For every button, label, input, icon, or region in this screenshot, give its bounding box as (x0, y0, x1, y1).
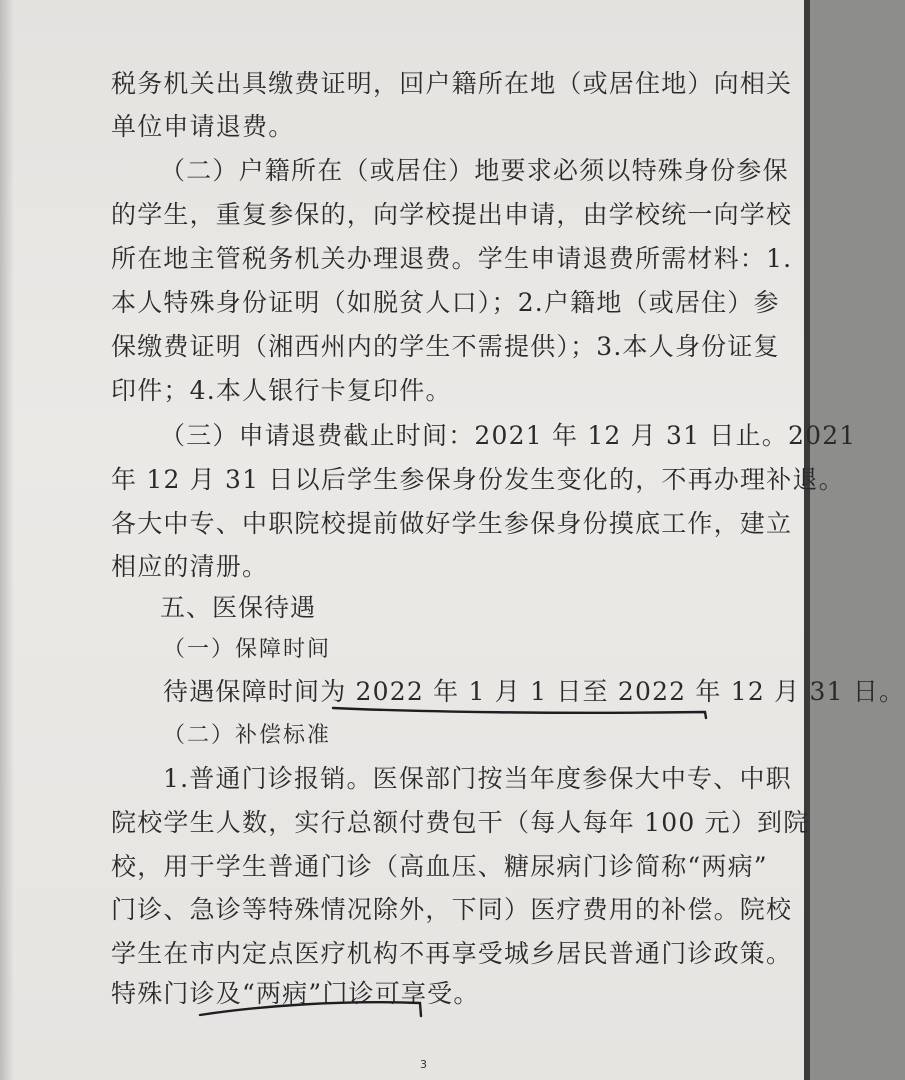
text-line-11: 各大中专、中职院校提前做好学生参保身份摸底工作，建立 (111, 509, 793, 538)
text-line-22: 特殊门诊及“两病”门诊可享受。 (111, 979, 480, 1008)
text-line-17: 1.普通门诊报销。医保部门按当年度参保大中专、中职 (163, 764, 792, 793)
underline-guarantee-period (333, 708, 706, 718)
text-line-12: 相应的清册。 (111, 552, 269, 581)
text-line-18: 院校学生人数，实行总额付费包干（每人每年 100 元）到院 (111, 808, 810, 837)
text-line-1: 税务机关出具缴费证明，回户籍所在地（或居住地）向相关 (111, 69, 793, 98)
text-line-2: 单位申请退费。 (111, 112, 295, 141)
text-line-6: 本人特殊身份证明（如脱贫人口）；2.户籍地（或居住）参 (111, 288, 780, 317)
section-heading: 五、医保待遇 (160, 593, 317, 622)
text-line-21: 学生在市内定点医疗机构不再享受城乡居民普通门诊政策。 (111, 939, 793, 968)
text-line-guarantee: 待遇保障时间为 2022 年 1 月 1 日至 2022 年 12 月 31 日。 (163, 677, 905, 706)
text-line-7: 保缴费证明（湘西州内的学生不需提供）；3.本人身份证复 (111, 332, 780, 361)
subsection-compensation: （二）补偿标准 (163, 723, 332, 748)
text-line-10: 年 12 月 31 日以后学生参保身份发生变化的，不再办理补退。 (111, 465, 845, 494)
text-line-8: 印件；4.本人银行卡复印件。 (111, 376, 452, 405)
underline-special-clinic (200, 1002, 421, 1016)
text-line-5: 所在地主管税务机关办理退费。学生申请退费所需材料：1. (111, 244, 793, 273)
text-line-3: （二）户籍所在（或居住）地要求必须以特殊身份参保 (160, 156, 789, 185)
page-number: 3 (420, 1058, 427, 1071)
text-line-9: （三）申请退费截止时间：2021 年 12 月 31 日止。2021 (160, 421, 857, 450)
text-line-20: 门诊、急诊等特殊情况除外，下同）医疗费用的补偿。院校 (111, 895, 793, 924)
text-line-19: 校，用于学生普通门诊（高血压、糖尿病门诊简称“两病” (111, 852, 768, 881)
subsection-guarantee-time: （一）保障时间 (163, 637, 332, 662)
text-line-4: 的学生，重复参保的，向学校提出申请，由学校统一向学校 (111, 200, 793, 229)
